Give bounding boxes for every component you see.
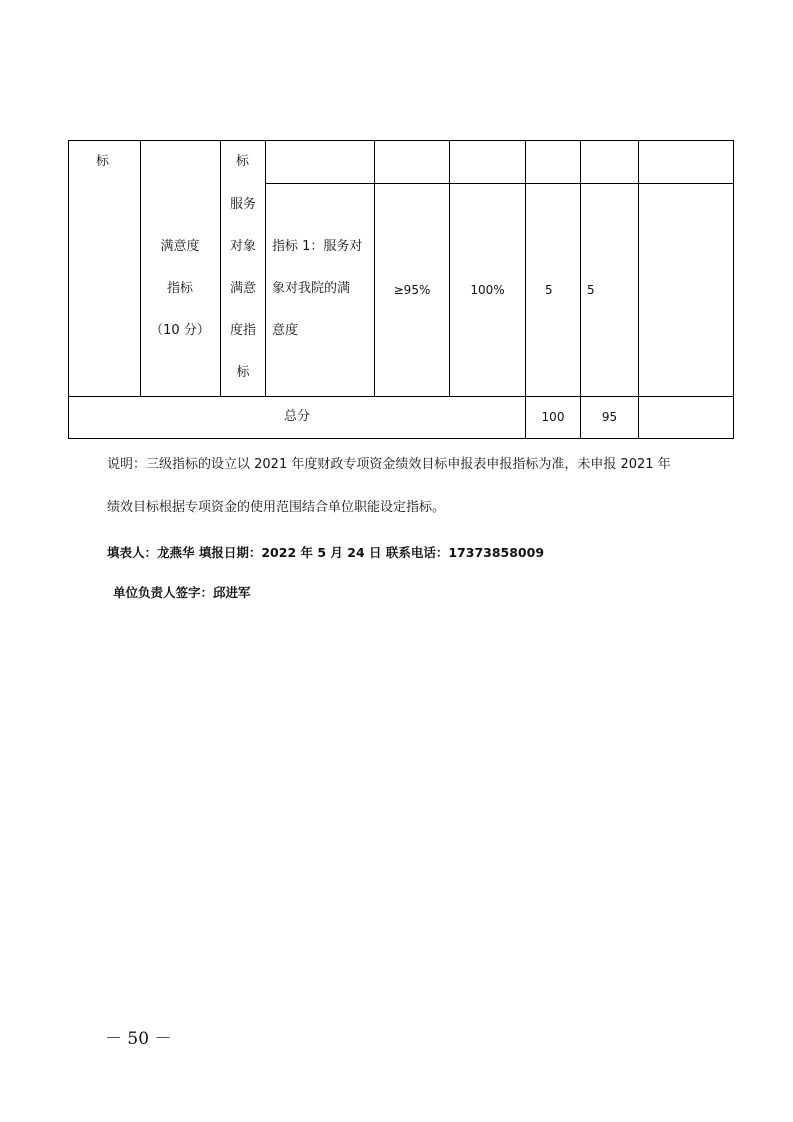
indicator-line: 意度 xyxy=(272,323,299,338)
table-col-divider xyxy=(580,140,581,439)
weight-cell: 5 xyxy=(545,283,553,297)
cell-top-col3: 标 xyxy=(236,154,250,169)
indicator-cell xyxy=(272,226,362,352)
sub-category-cell xyxy=(221,184,265,394)
sub-category-line: 满意 xyxy=(229,281,256,296)
page-number: － 50 － xyxy=(105,1029,172,1049)
table-col-divider xyxy=(638,140,639,439)
table-border-bottom xyxy=(68,438,734,439)
total-weight-cell: 100 xyxy=(541,410,565,424)
note-line-2: 绩效目标根据专项资金的使用范围结合单位职能设定指标。 xyxy=(107,500,446,515)
sub-category-line: 对象 xyxy=(229,239,256,254)
sub-category-line: 标 xyxy=(236,365,250,380)
signer-info: 单位负责人签字：邱进军 xyxy=(113,585,251,600)
target-value-cell: ≥95% xyxy=(393,283,431,297)
sub-category-line: 服务 xyxy=(229,197,256,212)
category-line: 指标 xyxy=(166,281,193,296)
table-border-right xyxy=(733,140,734,439)
category-cell xyxy=(140,226,220,352)
table-border-left xyxy=(68,140,69,439)
note-line-1: 说明：三级指标的设立以 2021 年度财政专项资金绩效目标申报表申报指标为准，未申报 2021 年 xyxy=(107,457,671,472)
score-cell: 5 xyxy=(587,283,595,297)
category-line: 满意度 xyxy=(160,239,200,254)
filler-info: 填表人：龙燕华 填报日期：2022 年 5 月 24 日 联系电话：17373858009 xyxy=(107,545,545,560)
total-label-cell: 总分 xyxy=(283,409,310,424)
table-row-divider xyxy=(265,183,734,184)
table-border-top xyxy=(68,140,734,141)
category-line: （10 分） xyxy=(150,323,210,338)
actual-value-cell: 100% xyxy=(470,283,505,297)
table-col-divider xyxy=(525,140,526,439)
indicator-line: 指标 1：服务对 xyxy=(272,239,363,254)
table-col-divider xyxy=(265,140,266,397)
total-score-cell: 95 xyxy=(601,410,618,424)
sub-category-line: 度指 xyxy=(229,323,256,338)
cell-top-col1: 标 xyxy=(96,154,110,169)
indicator-line: 象对我院的满 xyxy=(272,281,351,296)
